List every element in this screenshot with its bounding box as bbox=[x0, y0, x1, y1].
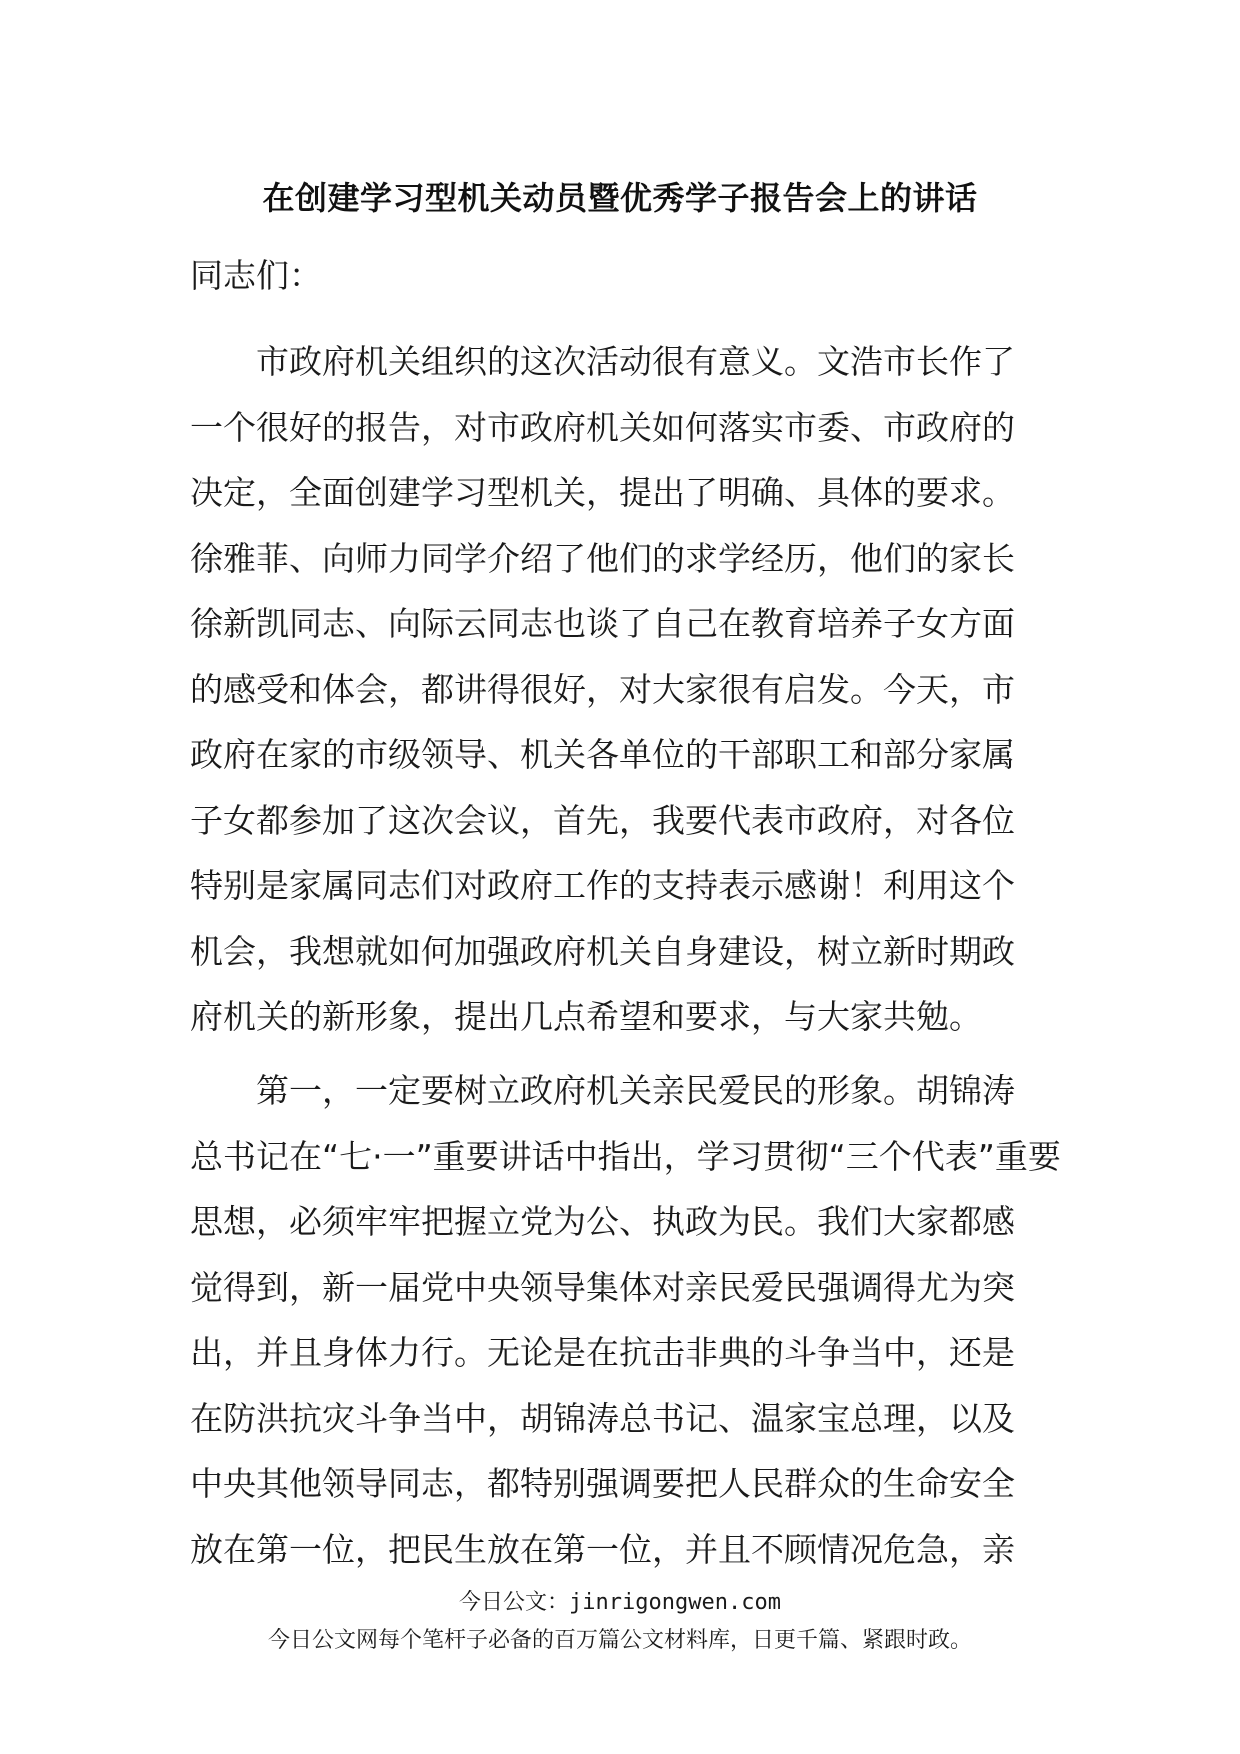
paragraph-line: 总书记在“七·一”重要讲话中指出，学习贯彻“三个代表”重要 bbox=[190, 1136, 1061, 1176]
footer-tagline: 今日公文网每个笔杆子必备的百万篇公文材料库，日更千篇、紧跟时政。 bbox=[267, 1628, 972, 1653]
salutation: 同志们： bbox=[190, 256, 322, 295]
paragraph-line: 第一，一定要树立政府机关亲民爱民的形象。胡锦涛 bbox=[190, 1071, 1015, 1110]
paragraph-line: 机会，我想就如何加强政府机关自身建设，树立新时期政 bbox=[190, 931, 1015, 971]
paragraph-line: 市政府机关组织的这次活动很有意义。文浩市长作了 bbox=[190, 342, 1015, 381]
document-title: 在创建学习型机关动员暨优秀学子报告会上的讲话 bbox=[262, 179, 978, 217]
paragraph-line: 在防洪抗灾斗争当中，胡锦涛总书记、温家宝总理，以及 bbox=[190, 1398, 1015, 1438]
paragraph-line: 思想，必须牢牢把握立党为公、执政为民。我们大家都感 bbox=[190, 1202, 1015, 1241]
paragraph-line: 觉得到，新一届党中央领导集体对亲民爱民强调得尤为突 bbox=[190, 1267, 1015, 1307]
paragraph-line: 一个很好的报告，对市政府机关如何落实市委、市政府的 bbox=[190, 407, 1015, 447]
footer-source bbox=[0, 1588, 1240, 1618]
paragraph-line: 决定，全面创建学习型机关，提出了明确、具体的要求。 bbox=[190, 473, 1015, 512]
paragraph-line: 特别是家属同志们对政府工作的支持表示感谢！利用这个 bbox=[190, 866, 1015, 905]
paragraph-1 bbox=[190, 329, 1070, 1050]
paragraph-line: 的感受和体会，都讲得很好，对大家很有启发。今天，市 bbox=[190, 669, 1015, 709]
paragraph-line: 中央其他领导同志，都特别强调要把人民群众的生命安全 bbox=[190, 1464, 1015, 1503]
paragraph-line: 府机关的新形象，提出几点希望和要求，与大家共勉。 bbox=[190, 997, 982, 1036]
footer-label: 今日公文： bbox=[459, 1590, 570, 1615]
paragraph-line: 徐新凯同志、向际云同志也谈了自己在教育培养子女方面 bbox=[190, 604, 1015, 643]
footer-url-link[interactable]: jinrigongwen.com bbox=[569, 1590, 781, 1615]
paragraph-line: 徐雅菲、向师力同学介绍了他们的求学经历，他们的家长 bbox=[190, 538, 1015, 578]
paragraph-line: 出，并且身体力行。无论是在抗击非典的斗争当中，还是 bbox=[190, 1333, 1015, 1372]
paragraph-2 bbox=[190, 1058, 1070, 1582]
paragraph-line: 政府在家的市级领导、机关各单位的干部职工和部分家属 bbox=[190, 735, 1015, 774]
paragraph-line: 放在第一位，把民生放在第一位，并且不顾情况危急，亲 bbox=[190, 1529, 1015, 1569]
paragraph-line: 子女都参加了这次会议，首先，我要代表市政府，对各位 bbox=[190, 800, 1015, 840]
